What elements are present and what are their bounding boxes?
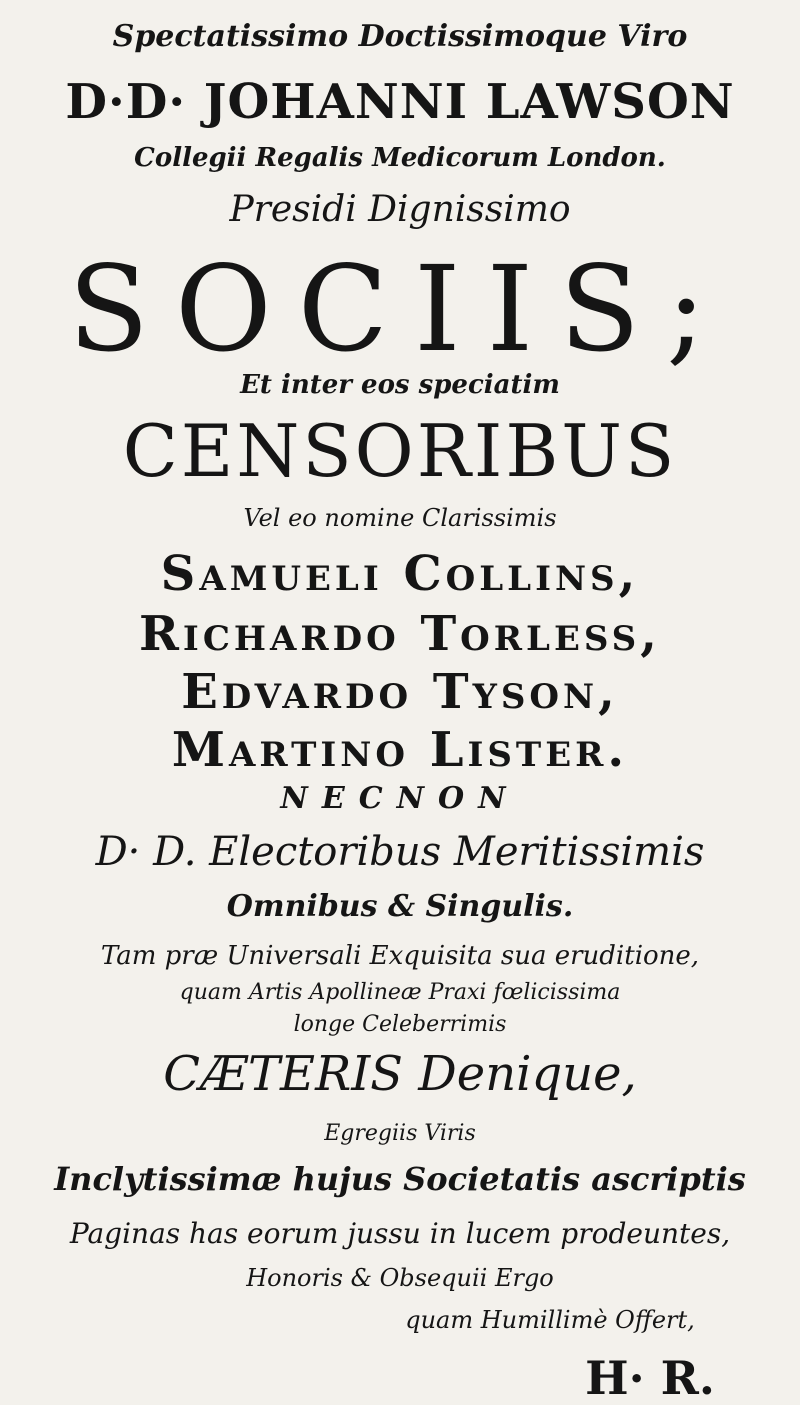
- societatis-line: Inclytissimæ hujus Societatis ascriptis: [54, 1160, 746, 1198]
- clarissimis-line: Vel eo nomine Clarissimis: [243, 504, 557, 532]
- censor-name: Richardo Torless,: [139, 606, 661, 662]
- censoribus-heading: CENSORIBUS: [122, 409, 678, 493]
- celeberrimis-line: longe Celeberrimis: [293, 1012, 507, 1037]
- eruditione-line: Tam præ Universali Exquisita sua eruditione,: [100, 941, 700, 971]
- dedicatee-name: D·D· JOHANNI LAWSON: [65, 74, 735, 130]
- censor-name: Edvardo Tyson,: [181, 664, 619, 720]
- honoris-line: Honoris & Obsequii Ergo: [246, 1264, 554, 1292]
- necnon-line: NECNON: [280, 781, 520, 816]
- paginas-line: Paginas has eorum jussu in lucem prodeuntes,: [69, 1217, 731, 1250]
- caeteris-line: CÆTERIS Denique,: [163, 1046, 637, 1102]
- president-line: Presidi Dignissimo: [229, 189, 571, 230]
- egregiis-line: Egregiis Viris: [324, 1121, 476, 1146]
- electoribus-line: D· D. Electoribus Meritissimis: [95, 829, 705, 875]
- sociis-heading: SOCIIS;: [68, 240, 732, 378]
- dedication-salutation: Spectatissimo Doctissimoque Viro: [112, 19, 688, 54]
- college-line: Collegii Regalis Medicorum London.: [134, 143, 666, 173]
- omnibus-line: Omnibus & Singulis.: [226, 889, 574, 924]
- signature-initials: H· R.: [585, 1351, 715, 1405]
- offert-line: quam Humillimè Offert,: [405, 1306, 695, 1334]
- censor-name: Martino Lister.: [171, 722, 629, 778]
- censor-name: Samueli Collins,: [160, 546, 640, 602]
- artis-line: quam Artis Apollineæ Praxi fœlicissima: [179, 980, 621, 1005]
- speciatim-line: Et inter eos speciatim: [240, 370, 560, 400]
